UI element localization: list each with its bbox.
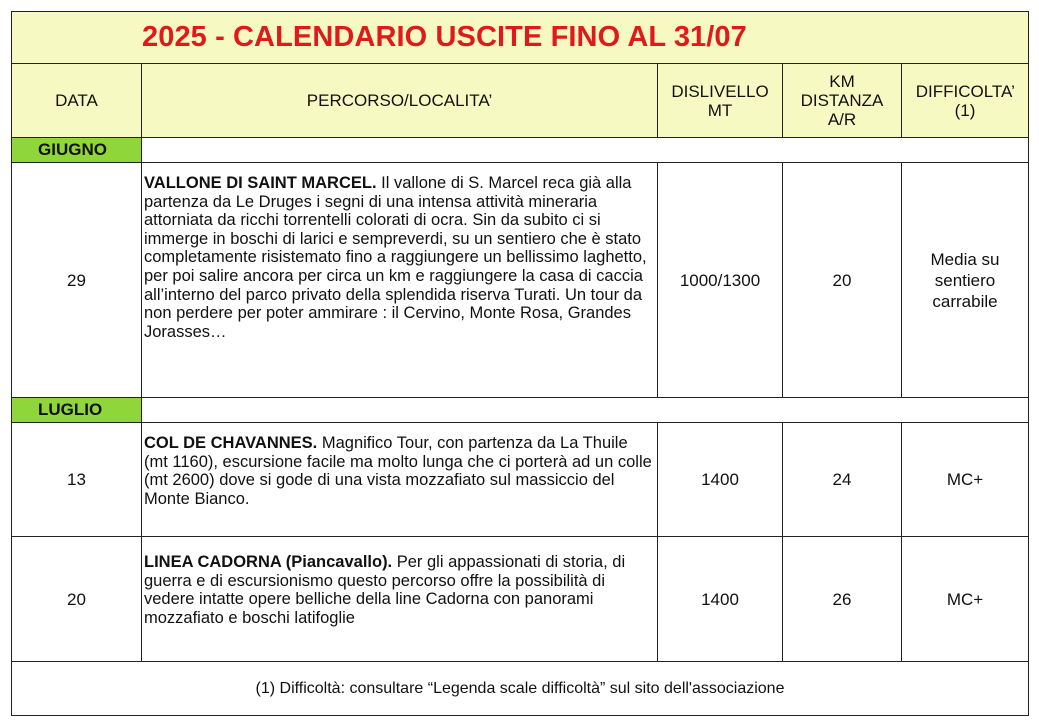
month-label-giugno xyxy=(11,137,142,163)
elevation-value: 1000/1300 xyxy=(679,270,761,290)
title-row xyxy=(11,11,1029,64)
distance-cell xyxy=(782,162,902,398)
header-data-label: DATA xyxy=(55,91,98,110)
difficulty-cell xyxy=(901,422,1029,537)
header-difficolta-label: DIFFICOLTA’ (1) xyxy=(915,81,1015,120)
date-cell xyxy=(11,536,142,662)
header-km-label: KM DISTANZA A/R xyxy=(800,72,884,129)
difficulty-cell xyxy=(901,162,1029,398)
route-name: VALLONE DI SAINT MARCEL. xyxy=(144,174,377,192)
route-text: Magnifico Tour, con partenza da La Thuile (mt 1160), escursione facile ma molto lunga che ci porterà ad un colle (mt 2600) dove si gode di una vista mozzafiato sul massiccio del Monte Bianco. xyxy=(144,434,652,508)
header-dislivello-label: DISLIVELLO MT xyxy=(671,81,769,120)
footnote-row xyxy=(11,661,1029,716)
route-name: COL DE CHAVANNES. xyxy=(144,434,318,452)
month-label-luglio xyxy=(11,397,142,423)
route-description xyxy=(141,162,658,398)
difficulty-value: Media su sentiero carrabile xyxy=(930,249,1000,311)
calendar-table xyxy=(11,11,1029,716)
date-cell xyxy=(11,422,142,537)
difficulty-cell xyxy=(901,536,1029,662)
footnote-text: (1) Difficoltà: consultare “Legenda scale difficoltà” sul sito dell'associazione xyxy=(255,679,785,697)
date-cell xyxy=(11,162,142,398)
date-value: 20 xyxy=(67,589,86,609)
elevation-cell xyxy=(657,162,783,398)
distance-cell xyxy=(782,422,902,537)
distance-value: 24 xyxy=(832,470,852,489)
route-description xyxy=(141,536,658,662)
distance-cell xyxy=(782,536,902,662)
header-percorso-label: PERCORSO/LOCALITA’ xyxy=(306,91,493,110)
page-title: 2025 - CALENDARIO USCITE FINO AL 31/07 xyxy=(142,21,747,53)
distance-value: 26 xyxy=(832,589,852,609)
header-dislivello xyxy=(657,63,783,138)
month-giugno-text: GIUGNO xyxy=(38,140,107,159)
difficulty-value: MC+ xyxy=(946,470,984,489)
route-description xyxy=(141,422,658,537)
distance-value: 20 xyxy=(832,270,852,290)
month-row-filler xyxy=(141,397,1029,423)
header-data xyxy=(11,63,142,138)
elevation-cell xyxy=(657,536,783,662)
date-value: 29 xyxy=(67,270,86,290)
header-difficolta xyxy=(901,63,1029,138)
elevation-cell xyxy=(657,422,783,537)
date-value: 13 xyxy=(67,470,86,489)
route-name: LINEA CADORNA (Piancavallo). xyxy=(144,553,393,571)
route-text: Per gli appassionati di storia, di guerra e di escursionismo questo percorso offre la possibilità di vedere intatte opere belliche della line Cadorna con panorami mozzafiato e boschi latifoglie xyxy=(144,553,626,627)
elevation-value: 1400 xyxy=(701,589,739,609)
month-row-filler xyxy=(141,137,1029,163)
header-km xyxy=(782,63,902,138)
difficulty-value: MC+ xyxy=(946,589,984,609)
header-percorso xyxy=(141,63,658,138)
route-text: Il vallone di S. Marcel reca già alla partenza da Le Druges i segni di una intensa attività mineraria attorniata da ricchi torrentelli colorati di ocra. Sin da subito ci si immerge in boschi di larici e sempreverdi, su un sentiero che è stato completamente risistemato fino a raggiungere un bellissimo laghetto, per poi salire ancora per circa un km e raggiungere la casa di caccia all’interno del parco privato della splendida riserva Turati. Un tour da non perdere per poter ammirare : il Cervino, Monte Rosa, Grandes Jorasses… xyxy=(144,174,647,341)
month-luglio-text: LUGLIO xyxy=(38,400,103,419)
elevation-value: 1400 xyxy=(701,470,739,489)
